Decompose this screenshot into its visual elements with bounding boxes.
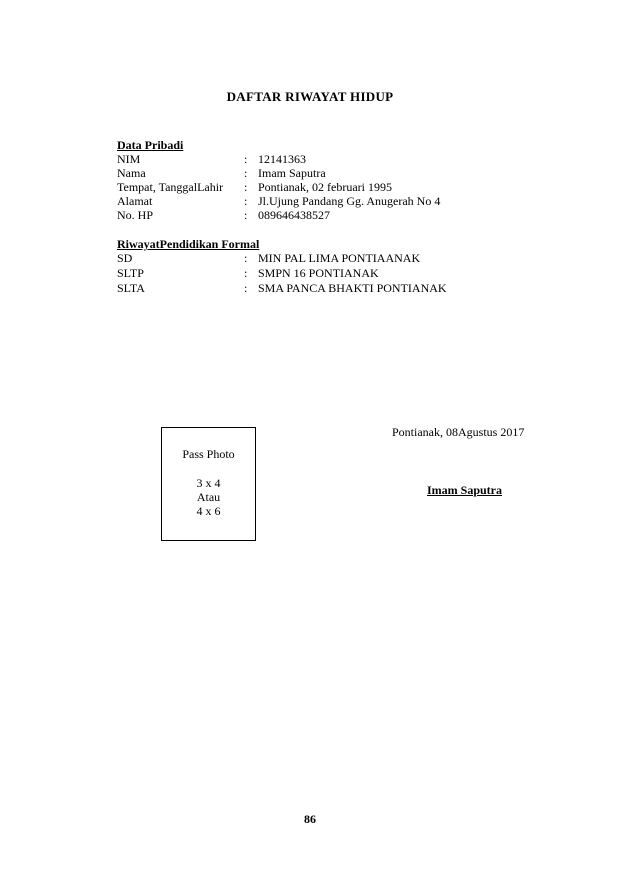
row-colon: : bbox=[244, 166, 248, 180]
row-value: 089646438527 bbox=[258, 208, 330, 222]
row-value: Imam Saputra bbox=[258, 166, 326, 180]
row-value: SMPN 16 PONTIANAK bbox=[258, 266, 379, 280]
row-label: Tempat, TanggalLahir bbox=[117, 180, 224, 194]
row-value: Pontianak, 02 februari 1995 bbox=[258, 180, 392, 194]
place-and-date: Pontianak, 08Agustus 2017 bbox=[392, 425, 525, 439]
row-colon: : bbox=[244, 180, 248, 194]
row-label: SD bbox=[117, 251, 133, 265]
row-label: SLTP bbox=[117, 266, 144, 280]
row-value: MIN PAL LIMA PONTIAANAK bbox=[258, 251, 421, 265]
page-number: 86 bbox=[304, 812, 316, 826]
photo-size-option: 4 x 6 bbox=[196, 504, 221, 518]
pass-photo-label: Pass Photo bbox=[182, 447, 235, 461]
signer-name: Imam Saputra bbox=[427, 483, 503, 497]
row-label: Alamat bbox=[117, 194, 153, 208]
education-heading: RiwayatPendidikan Formal bbox=[117, 237, 260, 251]
photo-size-option: 3 x 4 bbox=[196, 476, 221, 490]
pass-photo-sizes bbox=[162, 476, 255, 518]
document-title: DAFTAR RIWAYAT HIDUP bbox=[226, 89, 394, 104]
row-value: Jl.Ujung Pandang Gg. Anugerah No 4 bbox=[258, 194, 441, 208]
row-label: No. HP bbox=[117, 208, 154, 222]
row-colon: : bbox=[244, 266, 248, 280]
row-colon: : bbox=[244, 194, 248, 208]
row-colon: : bbox=[244, 208, 248, 222]
pass-photo-box bbox=[161, 427, 256, 541]
personal-data-heading: Data Pribadi bbox=[117, 138, 184, 152]
row-label: NIM bbox=[117, 152, 141, 166]
row-label: Nama bbox=[117, 166, 146, 180]
row-colon: : bbox=[244, 281, 248, 295]
row-colon: : bbox=[244, 251, 248, 265]
row-colon: : bbox=[244, 152, 248, 166]
row-value: 12141363 bbox=[258, 152, 306, 166]
row-label: SLTA bbox=[117, 281, 145, 295]
photo-size-or: Atau bbox=[196, 490, 221, 504]
row-value: SMA PANCA BHAKTI PONTIANAK bbox=[258, 281, 447, 295]
